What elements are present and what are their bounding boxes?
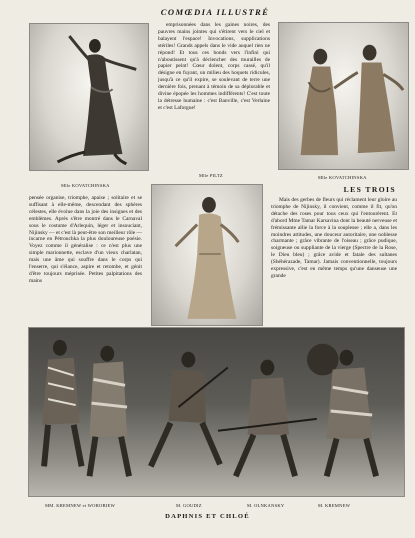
article-paragraph-left: pensée organise, triomphe, apaise ; solitaire et se suffisant à elle-même, descendant des sphères célestes, elle évolue dans la joie des insignes et des emblèmes. Après s'être montré dans le Carnaval sous le costume d'Arlequin, léger et insouciant, Nijinsky — et c'est là peut-être son meilleur rôle — incarne en Pétrouchka la plus douloureuse poésie. Voyez comme il généralise : ce n'est plus une simple marionnette, esclave d'un vieux charlatan, mais une âme qui souffre dans le corps qui l'enserre, qui s'élance, aspire et retombe, et génit d'être toujours méprisée. Petites palpitations des mains <box>29 195 142 284</box>
section-title: LES TROIS <box>343 185 396 194</box>
play-title: DAPHNIS ET CHLOÉ <box>165 513 250 520</box>
caption-kovatchinska-left: Mlle KOVATCHINSKA <box>61 183 110 188</box>
caption-kovatchinska-right: Mlle KOVATCHINSKA <box>318 175 367 180</box>
two-dancers-illustration <box>279 23 408 169</box>
photo-daphnis-et-chloe <box>28 327 405 497</box>
caption-kremnew: M. KREMNEW <box>318 503 351 508</box>
caption-piltz: Mlle PILTZ <box>199 173 223 178</box>
article-column-right <box>271 197 397 321</box>
caption-goudiz: M. GOUDIZ <box>176 503 202 508</box>
article-paragraph-top: emprisonnées dans les gaines noires, des pauvres mains jointes qui s'étirent vers le ciel et balayent l'espace! Invocations, supplications stériles! Grands appels dans le vide auquel rien ne répond! Et tous ces bonds vers l'infini qui n'aboutissent qu'à déclencher des murailles de papier peint! Cœur dolent, corps cassé, qu'il désigne en fuyant, un milieu des hoquets ridicules, jusqu'à ce qu'il expire, se soulevant de terre une dernière fois, prenant à témoin de sa déplorable et divine épopée les hommes indifférents! C'est toute la détresse humaine : c'est Banville, c'est Verlaine et c'est Laforgue! <box>158 22 270 111</box>
photo-piltz <box>151 184 263 326</box>
article-column-left <box>29 195 142 319</box>
caption-olnkansky: M. OLNKANSKY <box>247 503 285 508</box>
masthead-title: COMŒDIA ILLUSTRÉ <box>160 7 270 17</box>
dancer-piltz-illustration <box>152 185 262 325</box>
dancer-figure-illustration <box>30 24 148 170</box>
caption-kremnew-worobiew: MM. KREMNEW et WOROBIEW <box>45 503 116 508</box>
photo-kovatchinska-left <box>29 23 149 171</box>
photo-kovatchinska-right <box>278 22 409 170</box>
daphnis-ballet-scene-illustration <box>29 328 404 496</box>
article-paragraph-right: Mais des gerbes de fleurs qui réclament leur gloire au triomphe de Nijinsky, il convient, comme il fit, qu'on détache des roses pour tous ceux qui l'entourèrent. Et d'abord Mme Tamar Karsavina dont la beauté nerveuse et frémissante allie la force à la souplesse ; elle a, dans les moindres attitudes, une douceur autoritaire, une noblesse charmante ; grâce vibrante de l'oiseau ; grâce pudique, soigneuse ou suppliante de la vierge (Spectre de la Rose, le Dieu bleu) ; grâce avide et fatale des sultanes (Shéhérazade, Tamar). Jamais conventionnelle, toujours expressive, c'est en même temps qu'une danseuse une grande <box>271 197 397 279</box>
article-column-top <box>158 22 270 166</box>
